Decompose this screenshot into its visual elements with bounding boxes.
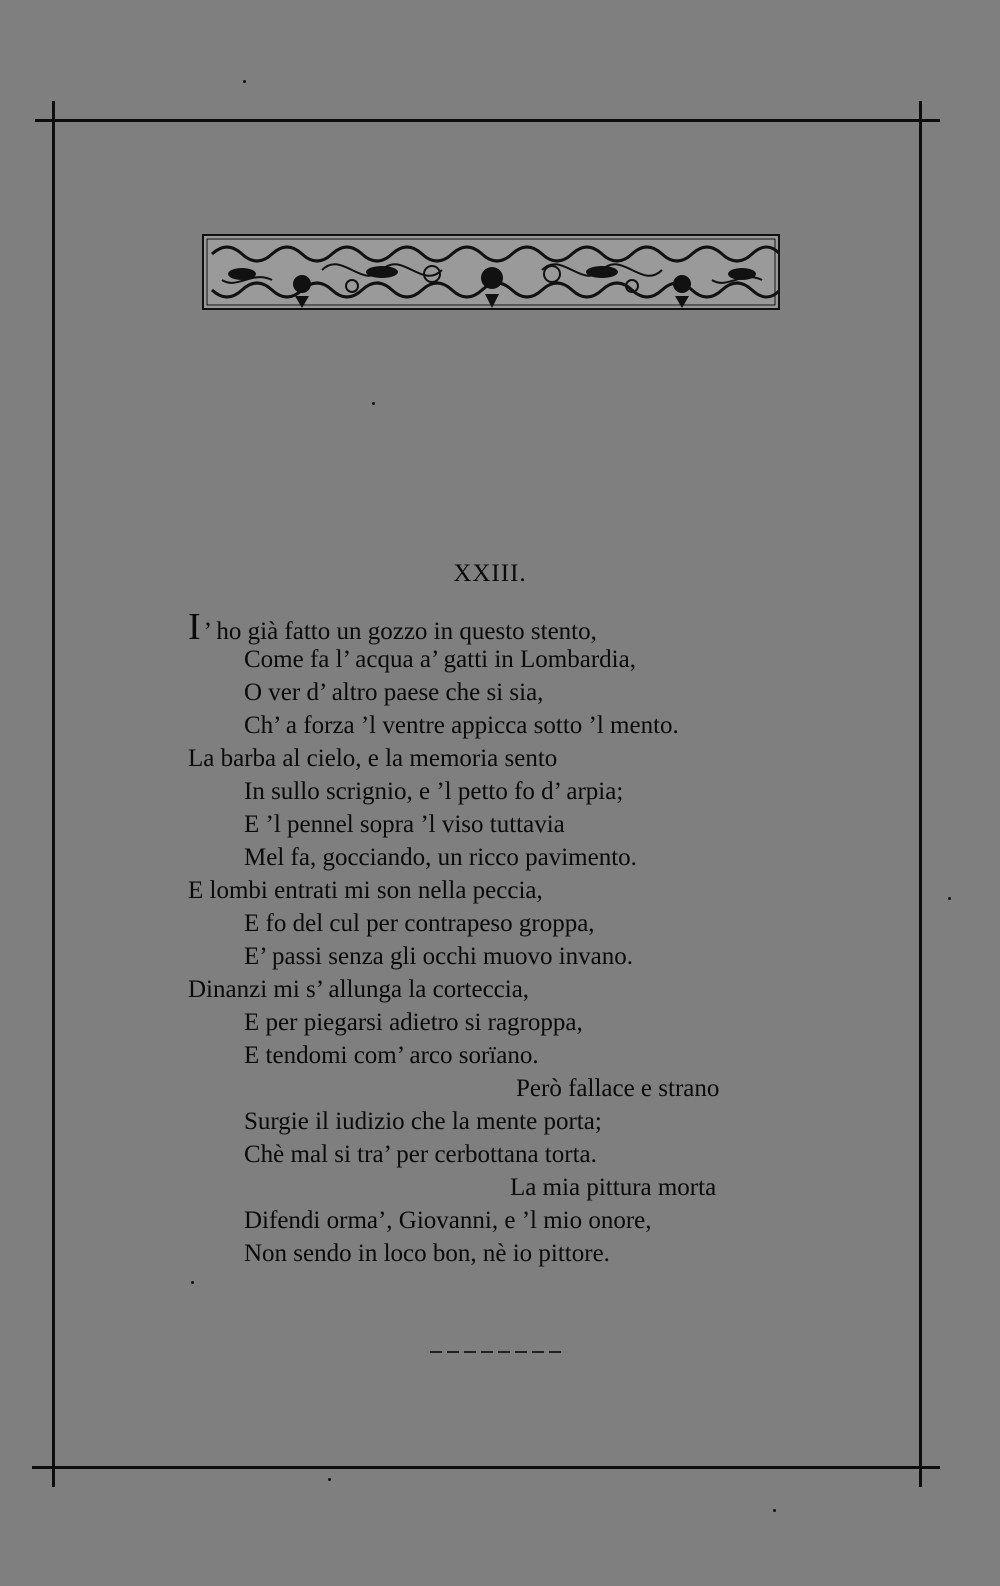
poem-line: Difendi orma’, Giovanni, e ’l mio onore,: [244, 1207, 652, 1234]
poem-line: Surgie il iudizio che la mente porta;: [244, 1108, 602, 1135]
print-speck: [773, 1509, 776, 1512]
poem-line: Non sendo in loco bon, nè io pittore.: [244, 1240, 610, 1267]
poem-line: E’ passi senza gli occhi muovo invano.: [244, 943, 634, 970]
poem-line: Come fa l’ acqua a’ gatti in Lombardia,: [244, 646, 636, 673]
drop-cap: I: [188, 606, 201, 648]
poem-number-heading: XXIII.: [453, 560, 527, 587]
frame-rule-left: [52, 101, 55, 1487]
ornamental-headpiece: [202, 234, 780, 310]
poem-line: Però fallace e strano: [516, 1075, 720, 1102]
print-speck: [328, 1478, 331, 1481]
poem-line: E ’l pennel sopra ’l viso tuttavia: [244, 811, 565, 838]
poem-line: Dinanzi mi s’ allunga la corteccia,: [188, 976, 530, 1003]
frame-rule-top: [35, 119, 940, 122]
poem-line: In sullo scrignio, e ’l petto fo d’ arpia;: [244, 778, 624, 805]
print-speck: [948, 897, 951, 900]
poem-line: E per piegarsi adietro si ragroppa,: [244, 1009, 583, 1036]
poem-line: Mel fa, gocciando, un ricco pavimento.: [244, 844, 637, 871]
frame-rule-right: [919, 101, 922, 1487]
closing-dash-rule: [430, 1351, 566, 1353]
print-speck: [191, 1281, 194, 1284]
frame-rule-bottom: [32, 1466, 940, 1469]
print-speck: [243, 80, 246, 83]
poem-line: La mia pittura morta: [510, 1174, 717, 1201]
poem-line-text: ’ ho già fatto un gozzo in questo stento,: [203, 618, 597, 645]
poem-line: Chè mal si tra’ per cerbottana torta.: [244, 1141, 597, 1168]
poem-line: E lombi entrati mi son nella peccia,: [188, 877, 543, 904]
poem-line: La barba al cielo, e la memoria sento: [188, 745, 558, 772]
poem-line: E tendomi com’ arco sorïano.: [244, 1042, 539, 1069]
poem-line: O ver d’ altro paese che si sia,: [244, 679, 544, 706]
poem-line: [188, 606, 597, 648]
print-speck: [372, 402, 375, 405]
poem-line: Ch’ a forza ’l ventre appicca sotto ’l mento.: [244, 712, 679, 739]
poem-line: E fo del cul per contrapeso groppa,: [244, 910, 595, 937]
